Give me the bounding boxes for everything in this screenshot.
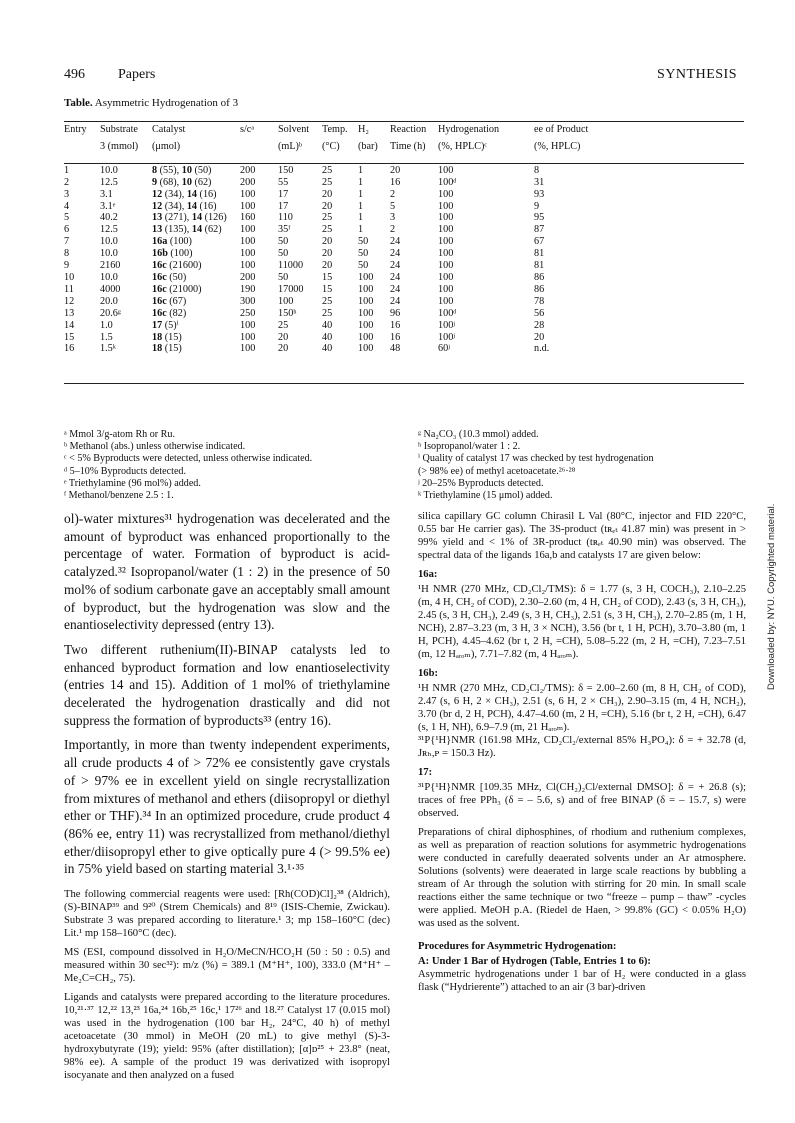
table-bottom-rule <box>64 383 744 384</box>
table-cell: 24 <box>390 260 401 272</box>
table-cell: 100 <box>438 224 454 236</box>
table-cell: 1 <box>358 224 364 236</box>
table-cell: 100 <box>438 260 454 272</box>
table-cell: 16c (21000) <box>152 283 202 295</box>
table-cell: 50 <box>358 248 369 260</box>
paragraph: silica capillary GC column Chirasil L Val (80°C, injector and FID 220°C, 0.55 bar He carrier gas). The 3S-product (tʀₑₜ 41.87 min) was present in > 99% yield and < 1% of 3R-product (tʀₑₜ 40.90 min) was observed. The spectral data of the ligands 16a,b and catalysts 17 are given below: <box>418 511 746 561</box>
table-row <box>64 260 744 272</box>
table-row <box>64 272 744 284</box>
column-header-sub <box>64 141 100 158</box>
table-cell: 20 <box>390 164 401 176</box>
table-cell: 96 <box>390 307 401 319</box>
table-cell: 8 <box>64 248 70 260</box>
table-cell: 40.2 <box>100 212 118 224</box>
table-row <box>64 224 744 236</box>
table-cell: 12.5 <box>100 176 118 188</box>
table-cell: 100 <box>240 236 256 248</box>
table-cell: 25 <box>322 295 333 307</box>
table-cell: 24 <box>390 248 401 260</box>
footnote: ᵇ Methanol (abs.) unless otherwise indicated. <box>64 441 246 453</box>
table-cell: 160 <box>240 212 256 224</box>
table-cell: 14 <box>64 319 75 331</box>
table-cell: 25 <box>322 212 333 224</box>
table-cell: 2 <box>64 176 70 188</box>
table-cell: 16c (82) <box>152 307 187 319</box>
footnote: (> 98% ee) of methyl acetoacetate.²⁶·²⁸ <box>418 465 576 477</box>
table-cell: 100 <box>240 343 256 355</box>
footnotes-right <box>418 429 654 502</box>
column-header: H₂ <box>358 124 369 135</box>
footnotes-left <box>64 429 312 502</box>
table-cell: 9 (68), 10 (62) <box>152 176 212 188</box>
table-row <box>64 189 744 201</box>
table-title-label: Table. <box>64 97 93 109</box>
table-cell: 16b (100) <box>152 248 193 260</box>
column-header: s/cᵃ <box>240 124 255 135</box>
table-cell: 3 <box>64 188 70 200</box>
table-cell: 100 <box>240 248 256 260</box>
column-header-sub: (mL)ᵇ <box>278 140 303 152</box>
p-nmr-data-16b: ³¹P{¹H}NMR (161.98 MHz, CD₂Cl₂/external 85% H₃PO₄): δ = + 32.78 (d, Jʀₕ,ᴘ = 150.3 Hz). <box>418 735 746 759</box>
table-cell: 100 <box>438 295 454 307</box>
hydrogenation-table <box>64 124 744 355</box>
table-cell: 150 <box>278 164 294 176</box>
table-cell: 18 (15) <box>152 343 182 355</box>
table-cell: 17 (5)ⁱ <box>152 319 179 331</box>
table-cell: 40 <box>322 319 333 331</box>
table-cell: 100 <box>240 260 256 272</box>
footnote: ᵏ Triethylamine (15 μmol) added. <box>418 490 553 502</box>
nmr-data-16a: ¹H NMR (270 MHz, CD₂Cl₂/TMS): δ = 1.77 (s, 3 H, COCH₃), 2.10–2.25 (m, 4 H, CH₂ of COD), 2.30–2.60 (m, 4 H, CH₂ of COD), 2.43 (s, 3 H, CH₃), 2.45 (s, 3 H, CH₃), 2.49 (s, 3 H, CH₃), 2.51 (s, 3 H, CH₃), 2.70–2.85 (m, 1 H, NCH), 2.87–3.23 (m, 3 H, 3 × NCH), 3.56 (br t, 1 H, PCH), 3.70–3.80 (m, 1 H, PCH), 4.45–4.62 (br t, 2 H, =CH), 5.08–5.22 (m, 2 H, =CH), 7.23–7.51 (m, 12 Hₐᵣₒₘ), 7.71–7.82 (m, 4 Hₐᵣₒₘ). <box>418 584 746 660</box>
footnote: ᶜ < 5% Byproducts were detected, unless otherwise indicated. <box>64 453 313 465</box>
table-cell: 200 <box>240 164 256 176</box>
table-cell: 100ᵈ <box>438 307 457 319</box>
table-title-text: Asymmetric Hydrogenation of 3 <box>94 97 239 109</box>
table-cell: 12 (34), 14 (16) <box>152 188 217 200</box>
table-cell: 7 <box>64 236 70 248</box>
table-cell: 10 <box>64 271 75 283</box>
table-cell: 1 <box>64 164 70 176</box>
table-cell: 1 <box>358 188 364 200</box>
table-cell: 16 <box>390 331 401 343</box>
table-cell: n.d. <box>534 343 550 355</box>
column-header: Entry <box>64 124 87 135</box>
table-cell: 24 <box>390 236 401 248</box>
table-cell: 55 <box>278 176 289 188</box>
table-cell: 1.5ᵏ <box>100 343 116 355</box>
table-cell: 2 <box>390 188 396 200</box>
table-cell: 100 <box>358 331 374 343</box>
table-cell: 200 <box>240 176 256 188</box>
table-cell: 100ʲ <box>438 331 455 343</box>
left-column <box>64 510 390 1088</box>
footnote: ᵈ 5–10% Byproducts detected. <box>64 465 186 477</box>
table-cell: 100 <box>358 319 374 331</box>
column-header-sub: 3 (mmol) <box>100 140 139 152</box>
table-row <box>64 236 744 248</box>
table-cell: 56 <box>534 307 545 319</box>
table-cell: 16c (21600) <box>152 260 202 272</box>
table-cell: 190 <box>240 283 256 295</box>
table-cell: 31 <box>534 176 545 188</box>
table-cell: 12.5 <box>100 224 118 236</box>
table-cell: 40 <box>322 343 333 355</box>
table-row <box>64 320 744 332</box>
table-cell: 200 <box>240 271 256 283</box>
table-cell: 10.0 <box>100 236 118 248</box>
table-cell: 16a (100) <box>152 236 192 248</box>
journal-name: SYNTHESIS <box>657 67 737 82</box>
column-header: Catalyst <box>152 124 186 135</box>
table-cell: 16c (67) <box>152 295 187 307</box>
table-cell: 86 <box>534 271 545 283</box>
table-row <box>64 343 744 355</box>
table-cell: 20 <box>322 188 333 200</box>
table-cell: 9 <box>64 260 70 272</box>
table-cell: 110 <box>278 212 293 224</box>
paragraph: MS (ESI, compound dissolved in H₂O/MeCN/HCO₂H (50 : 50 : 0.5) and measured within 30 sec³²): m/z (%) = 389.1 (M⁺H⁺, 100), 333.0 (M⁺H⁺ – Me₂C=CH₂, 75). <box>64 947 390 985</box>
column-header-sub: (°C) <box>322 140 340 152</box>
column-header-sub: (bar) <box>358 140 378 152</box>
table-body <box>64 158 744 356</box>
column-header-sub: Time (h) <box>390 140 426 152</box>
table-cell: 12 (34), 14 (16) <box>152 200 217 212</box>
section-heading: Procedures for Asymmetric Hydrogenation: <box>418 941 617 952</box>
paragraph: Two different ruthenium(II)-BINAP catalysts led to enhanced byproduct formation and low enantioselectivity (entries 14 and 15). Addition of 1 mol% of triethylamine decelerated the hydrogenation drastically and did not suppress the formation of byproducts³³ (entry 16). <box>64 641 390 728</box>
footnote: ᵍ Na₂CO₃ (10.3 mmol) added. <box>418 429 539 440</box>
footnote: ᵉ Triethylamine (96 mol%) added. <box>64 477 201 489</box>
table-cell: 81 <box>534 248 545 260</box>
table-cell: 25 <box>322 307 333 319</box>
table-cell: 3.1 <box>100 188 113 200</box>
table-cell: 25 <box>322 164 333 176</box>
table-cell: 100 <box>438 200 454 212</box>
table-cell: 16 <box>390 176 401 188</box>
table-cell: 13 <box>64 307 75 319</box>
table-cell: 15 <box>322 271 333 283</box>
table-cell: 15 <box>64 331 75 343</box>
table-cell: 20 <box>278 343 289 355</box>
table-cell: 86 <box>534 283 545 295</box>
table-cell: 95 <box>534 212 545 224</box>
paragraph: Importantly, in more than twenty independent experiments, all crude products 4 of > 72% ee consistently gave crystals of > 97% ee in excellent yield on single recrystallization from mixtures of methanol and ethers (diisopropyl or diethyl ether or THF).³⁴ In an optimized procedure, crude product 4 (86% ee, entry 11) was recrystallized from methanol/diethyl ether/diisopropyl ether to give optically pure 4 (> 99.5% ee) in 75% yield based on starting material 3.¹·³⁵ <box>64 737 390 877</box>
table-cell: 6 <box>64 224 70 236</box>
table-cell: 100 <box>358 271 374 283</box>
table-cell: 93 <box>534 188 545 200</box>
table-cell: 17000 <box>278 283 304 295</box>
table-cell: 50 <box>358 260 369 272</box>
table-cell: 25 <box>322 224 333 236</box>
subsection-heading: A: Under 1 Bar of Hydrogen (Table, Entries 1 to 6): <box>418 956 651 967</box>
table-cell: 4 <box>64 200 70 212</box>
table-cell: 100 <box>438 283 454 295</box>
table-row <box>64 201 744 213</box>
table-cell: 100 <box>358 283 374 295</box>
column-header: Hydrogenation <box>438 124 500 135</box>
table-cell: 9 <box>534 200 540 212</box>
column-header-sub: (%, HPLC)ᶜ <box>438 140 488 152</box>
table-cell: 100 <box>438 188 454 200</box>
table-cell: 35ᶠ <box>278 224 291 236</box>
table-cell: 100 <box>240 200 256 212</box>
table-cell: 20 <box>278 331 289 343</box>
table-cell: 16 <box>390 319 401 331</box>
table-cell: 16 <box>64 343 75 355</box>
table-cell: 1 <box>358 212 364 224</box>
paragraph: Ligands and catalysts were prepared according to the literature procedures. 10,²¹·³⁷ 12,²² 13,²³ 16a,²⁴ 16b,²⁵ 16c,¹ 17²⁶ and 18.²⁷ Catalyst 17 (0.015 mol) was used in the hydrogenation (100 bar H₂, 24°C, 40 h) of methyl acetoacetate (30 mmol) in MeOH (20 mL) to give methyl (S)-3-hydroxybutyrate (19); yield: 95% (after distillation); [α]ᴅ²⁵ + 23.8° (neat, 98% ee). A sample of the product 19 was derivatized with isopropyl isocyanate and then analyzed on a fused <box>64 992 390 1082</box>
table-cell: 100 <box>240 224 256 236</box>
compound-label-17: 17: <box>418 767 433 778</box>
paragraph: Preparations of chiral diphosphines, of rhodium and ruthenium complexes, as well as preparation of reaction solutions for asymmetric hydrogenations were conducted in carefully deaerated solvents under an Ar atmosphere. Solutions (solvents) were deaerated in large scale reactions by bubbling a stream of Ar through the solution with stirring for 20 min. In small scale reactions either the same technique or two “freeze – pump – thaw” -cycles were applied. MeOH p.A. (Riedel de Haen, > 99.8% (GC) < 0.05% H₂O) was used as the solvent. <box>418 827 746 929</box>
table-cell: 1 <box>358 164 364 176</box>
column-header: Solvent <box>278 124 310 135</box>
table-cell: 100ʲ <box>438 319 455 331</box>
table-cell: 20 <box>322 248 333 260</box>
table-title <box>64 97 238 109</box>
table-cell: 20 <box>322 200 333 212</box>
page-number: 496 <box>64 67 85 82</box>
table-cell: 100 <box>438 248 454 260</box>
column-header: Temp. <box>322 124 348 135</box>
table-cell: 100 <box>358 295 374 307</box>
table-cell: 20 <box>322 260 333 272</box>
table-row <box>64 248 744 260</box>
table-top-rule <box>64 121 744 122</box>
right-column <box>418 510 746 1000</box>
table-cell: 17 <box>278 188 289 200</box>
table-cell: 100 <box>240 188 256 200</box>
table-cell: 300 <box>240 295 256 307</box>
table-cell: 2 <box>390 224 396 236</box>
table-header <box>64 124 744 158</box>
column-header-sub: (%, HPLC) <box>534 140 581 152</box>
footnote: ʲ 20–25% Byproducts detected. <box>418 477 544 489</box>
table-cell: 1.0 <box>100 319 113 331</box>
table-row <box>64 296 744 308</box>
table-row <box>64 308 744 320</box>
table-cell: 28 <box>534 319 545 331</box>
table-cell: 11000 <box>278 260 304 272</box>
table-cell: 5 <box>64 212 70 224</box>
paragraph: The following commercial reagents were used: [Rh(COD)Cl]₂³⁸ (Aldrich), (S)-BINAP³⁹ and 9²⁰ (Strem Chemicals) and 8¹⁹ (ISIS-Chemie, Zwickau). Substrate 3 was prepared according to literature.¹ 3; mp 158–160°C (dec) Lit.¹ mp 158–160°C (dec). <box>64 889 390 940</box>
table-cell: 81 <box>534 260 545 272</box>
footnote: ᶠ Methanol/benzene 2.5 : 1. <box>64 490 174 502</box>
table-cell: 10.0 <box>100 271 118 283</box>
table-cell: 100 <box>240 331 256 343</box>
p-nmr-data-17: ³¹P{¹H}NMR [109.35 MHz, Cl(CH₂)₂Cl/external DMSO]: δ = + 26.8 (s); traces of free PPh₃ (δ = – 5.6, s) and of free BINAP (δ = – 15.7, s) were observed. <box>418 782 746 819</box>
table-row <box>64 284 744 296</box>
table-row <box>64 332 744 344</box>
table-cell: 50 <box>278 271 289 283</box>
table-cell: 24 <box>390 271 401 283</box>
table-cell: 24 <box>390 295 401 307</box>
table-cell: 8 <box>534 164 540 176</box>
table-cell: 250 <box>240 307 256 319</box>
table-cell: 16c (50) <box>152 271 187 283</box>
table-cell: 20.6ᵍ <box>100 307 121 319</box>
table-cell: 67 <box>534 236 545 248</box>
column-header: Substrate <box>100 124 138 135</box>
table-cell: 3 <box>390 212 396 224</box>
table-cell: 17 <box>278 200 289 212</box>
table-cell: 12 <box>64 295 75 307</box>
table-cell: 100 <box>438 236 454 248</box>
table-cell: 100ᵈ <box>438 176 457 188</box>
table-cell: 13 (135), 14 (62) <box>152 224 222 236</box>
table-cell: 8 (55), 10 (50) <box>152 164 212 176</box>
compound-label-16b: 16b: <box>418 668 439 679</box>
table-cell: 100 <box>358 343 374 355</box>
table-cell: 100 <box>240 319 256 331</box>
section-label: Papers <box>118 67 156 82</box>
table-cell: 2160 <box>100 260 121 272</box>
paragraph: Asymmetric hydrogenations under 1 bar of H₂ were conducted in a glass flask (“Hydrierente”) attached to an air (3 bar)-driven <box>418 969 746 993</box>
table-row <box>64 212 744 224</box>
table-cell: 4000 <box>100 283 121 295</box>
header-row-1 <box>64 124 744 141</box>
table-cell: 20 <box>534 331 545 343</box>
column-header-sub <box>240 141 278 158</box>
table-cell: 1 <box>358 200 364 212</box>
table-cell: 100 <box>438 212 454 224</box>
footnote: ⁱ Quality of catalyst 17 was checked by test hydrogenation <box>418 453 654 465</box>
table-cell: 24 <box>390 283 401 295</box>
header-row-2 <box>64 141 744 158</box>
table-cell: 11 <box>64 283 74 295</box>
table-cell: 50 <box>358 236 369 248</box>
table-cell: 20.0 <box>100 295 118 307</box>
compound-label-16a: 16a: <box>418 569 438 580</box>
paragraph: ol)-water mixtures³¹ hydrogenation was decelerated and the amount of byproduct was enhanced proportionally to the percentage of water. Formation of byproduct is acid-catalyzed.³² Isopropanol/water (1 : 2) in the presence of 50 mol% of sodium carbonate gave an acceptably small amount of byproduct, but the hydrogenation was slow and the enantioselectivity depressed (entry 13). <box>64 511 390 633</box>
footnote: ʰ Isopropanol/water 1 : 2. <box>418 441 521 453</box>
download-watermark: Downloaded by: NYU. Copyrighted material. <box>766 503 777 690</box>
table-cell: 87 <box>534 224 545 236</box>
table-cell: 100 <box>358 307 374 319</box>
table-cell: 50 <box>278 236 289 248</box>
table-cell: 25 <box>322 176 333 188</box>
table-cell: 40 <box>322 331 333 343</box>
footnote: ᵃ Mmol 3/g-atom Rh or Ru. <box>64 429 175 440</box>
table-cell: 5 <box>390 200 396 212</box>
column-header: Reaction <box>390 124 427 135</box>
table-cell: 78 <box>534 295 545 307</box>
table-row <box>64 158 744 177</box>
table-cell: 25 <box>278 319 289 331</box>
table-cell: 60ʲ <box>438 343 450 355</box>
nmr-data-16b: ¹H NMR (270 MHz, CD₂Cl₂/TMS): δ = 2.00–2.60 (m, 8 H, CH₂ of COD), 2.47 (s, 6 H, 2 × CH₃), 2.51 (s, 6 H, 2 × CH₃), 2.90–3.15 (m, 4 H, NCH₂), 3.70 (br d, 2 H, PCH), 4.47–4.60 (m, 2 H, =CH), 5.16 (br t, 2 H, =CH), 6.47 (s, 1 H, NH), 6.9–7.9 (m, 21 Hₐᵣₒₘ). <box>418 683 746 733</box>
table-cell: 100 <box>438 271 454 283</box>
table-cell: 150ʰ <box>278 307 297 319</box>
table-cell: 18 (15) <box>152 331 182 343</box>
table-cell: 20 <box>322 236 333 248</box>
table-cell: 50 <box>278 248 289 260</box>
table-cell: 100 <box>278 295 294 307</box>
table-row <box>64 177 744 189</box>
table-cell: 15 <box>322 283 333 295</box>
table-cell: 10.0 <box>100 164 118 176</box>
column-header: ee of Product <box>534 124 589 135</box>
table-cell: 10.0 <box>100 248 118 260</box>
table-cell: 1.5 <box>100 331 113 343</box>
table-cell: 3.1ᵉ <box>100 200 116 212</box>
table-cell: 1 <box>358 176 364 188</box>
table-cell: 13 (271), 14 (126) <box>152 212 227 224</box>
table-cell: 100 <box>438 164 454 176</box>
column-header-sub: (μmol) <box>152 140 181 152</box>
table-cell: 48 <box>390 343 401 355</box>
